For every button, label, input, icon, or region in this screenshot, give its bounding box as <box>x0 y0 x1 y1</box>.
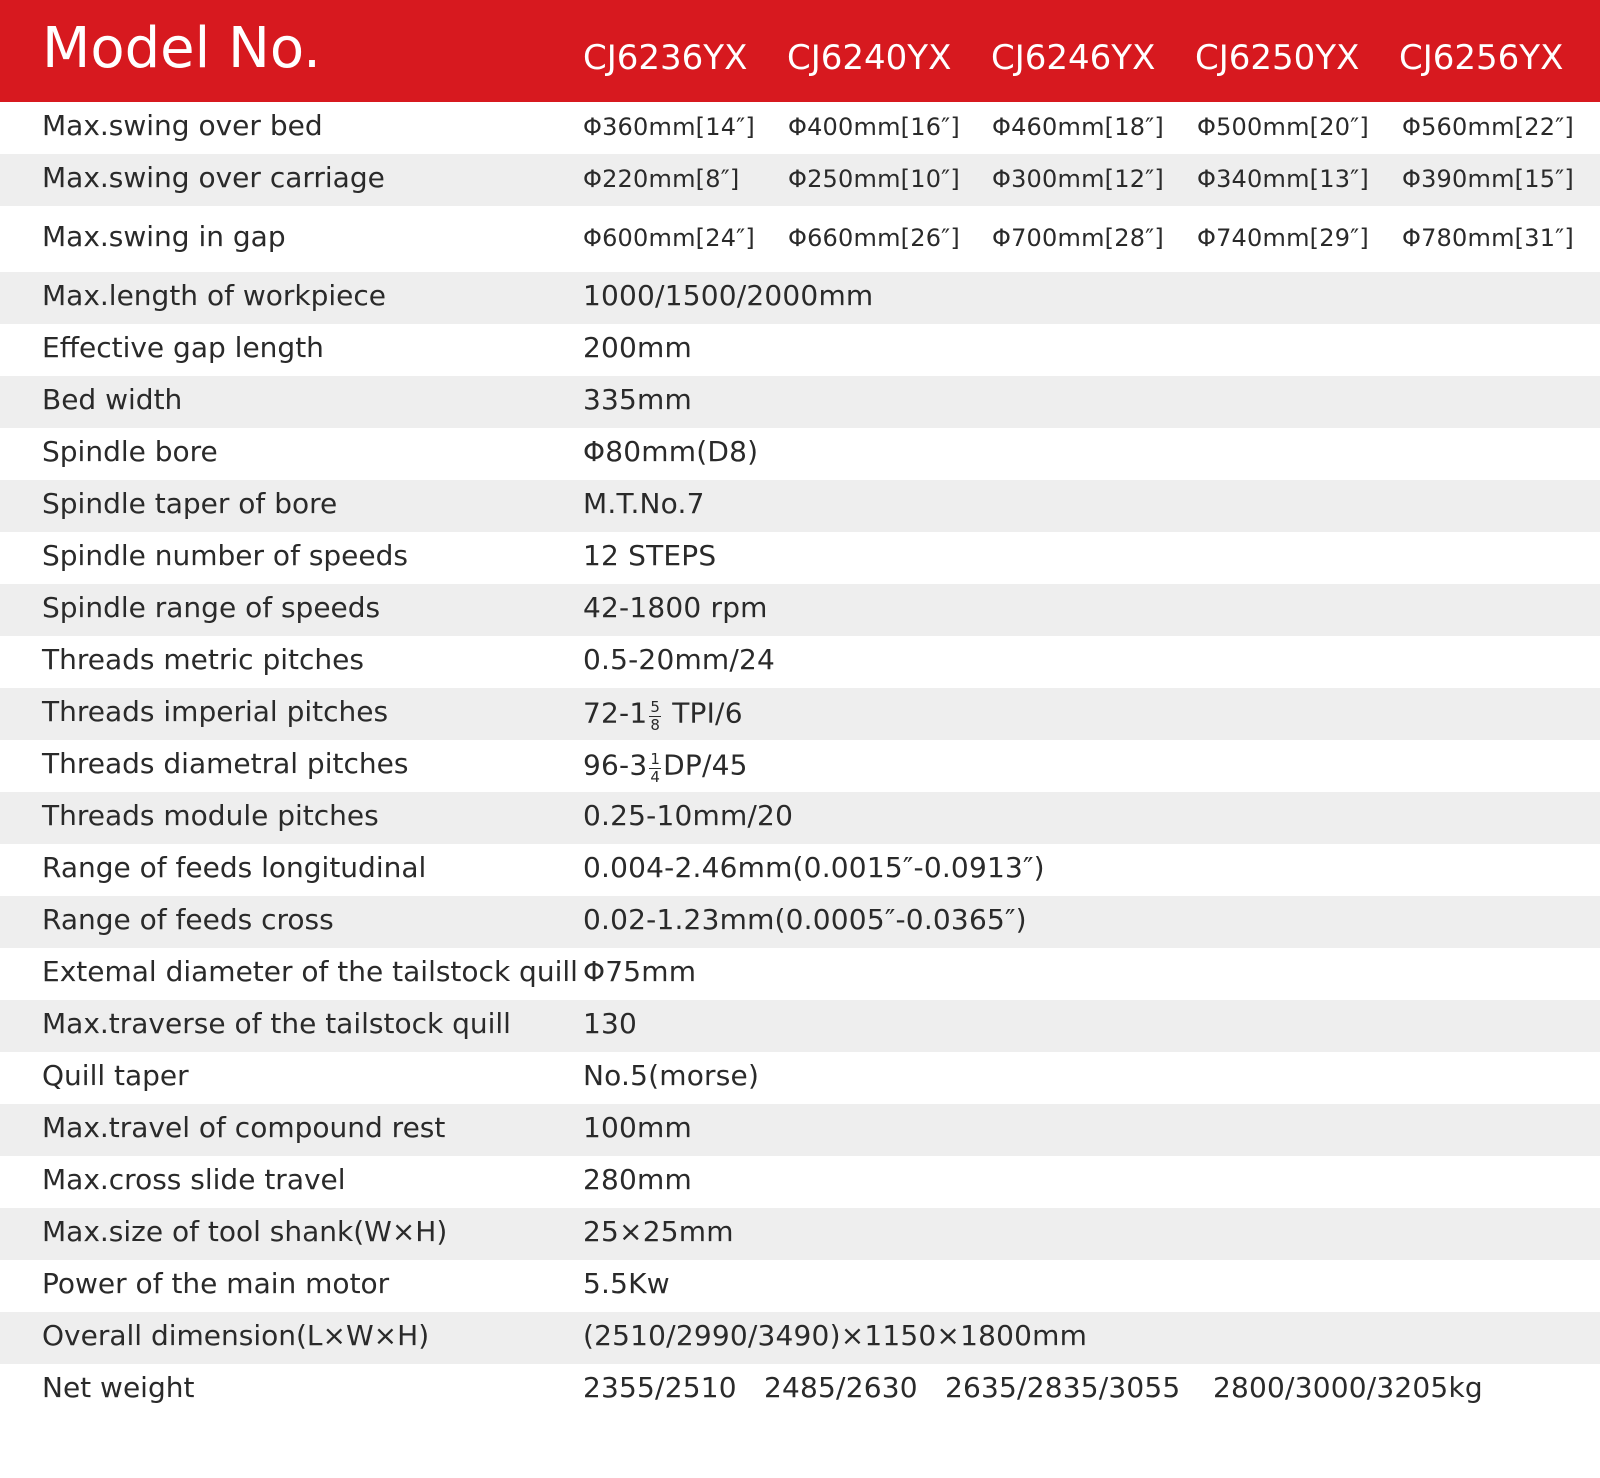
spec-value: 42-1800 rpm <box>583 591 768 624</box>
spec-row <box>0 792 1600 844</box>
spec-value: 0.25-10mm/20 <box>583 799 794 832</box>
spec-label: Max.swing over bed <box>42 109 323 142</box>
fraction <box>649 752 661 785</box>
spec-value <box>583 748 748 786</box>
value-prefix: 96-3 <box>583 748 648 782</box>
spec-value: Φ700mm[28″] <box>992 224 1164 252</box>
spec-value: 0.02-1.23mm(0.0005″-0.0365″) <box>583 903 1027 936</box>
spec-row <box>0 844 1600 896</box>
spec-label: Max.swing in gap <box>42 220 286 253</box>
model-cj6236yx: CJ6236YX <box>583 38 748 78</box>
spec-row <box>0 480 1600 532</box>
spec-row <box>0 584 1600 636</box>
spec-value: 25×25mm <box>583 1215 734 1248</box>
model-cj6246yx: CJ6246YX <box>991 38 1156 78</box>
spec-row <box>0 1156 1600 1208</box>
spec-label: Spindle range of speeds <box>42 591 381 624</box>
spec-label: Spindle taper of bore <box>42 487 338 520</box>
model-cj6256yx: CJ6256YX <box>1399 38 1564 78</box>
spec-row <box>0 206 1600 272</box>
spec-value: Φ400mm[16″] <box>788 113 960 141</box>
spec-value: 0.5-20mm/24 <box>583 643 776 676</box>
value-prefix: 72-1 <box>583 696 648 730</box>
fraction-denominator: 4 <box>650 768 661 786</box>
spec-value: 2635/2835/3055 <box>945 1371 1181 1404</box>
spec-label: Bed width <box>42 383 183 416</box>
spec-value: 1000/1500/2000mm <box>583 279 874 312</box>
spec-value: 2800/3000/3205kg <box>1213 1371 1483 1404</box>
spec-row <box>0 376 1600 428</box>
spec-label: Max.swing over carriage <box>42 161 385 194</box>
spec-value: 0.004-2.46mm(0.0015″-0.0913″) <box>583 851 1045 884</box>
spec-value: 100mm <box>583 1111 692 1144</box>
spec-value: Φ360mm[14″] <box>583 113 755 141</box>
spec-value: 280mm <box>583 1163 692 1196</box>
spec-row <box>0 1208 1600 1260</box>
spec-value: Φ500mm[20″] <box>1197 113 1369 141</box>
spec-label: Max.size of tool shank(W×H) <box>42 1215 448 1248</box>
spec-value: Φ300mm[12″] <box>992 165 1164 193</box>
spec-label: Extemal diameter of the tailstock quill <box>42 955 578 988</box>
spec-row <box>0 1260 1600 1312</box>
spec-value: Φ250mm[10″] <box>788 165 960 193</box>
spec-label: Spindle bore <box>42 435 218 468</box>
spec-row <box>0 1364 1600 1416</box>
spec-row <box>0 272 1600 324</box>
spec-row <box>0 740 1600 792</box>
spec-label: Net weight <box>42 1371 195 1404</box>
spec-row <box>0 1052 1600 1104</box>
header-banner <box>0 0 1600 102</box>
spec-value: Φ600mm[24″] <box>583 224 755 252</box>
spec-value: Φ460mm[18″] <box>992 113 1164 141</box>
spec-value <box>583 696 743 734</box>
spec-label: Max.cross slide travel <box>42 1163 346 1196</box>
spec-value: Φ390mm[15″] <box>1402 165 1574 193</box>
spec-label: Spindle number of speeds <box>42 539 408 572</box>
fraction-numerator: 1 <box>650 750 661 768</box>
spec-row <box>0 324 1600 376</box>
spec-row <box>0 428 1600 480</box>
spec-label: Overall dimension(L×W×H) <box>42 1319 430 1352</box>
fraction-denominator: 8 <box>650 716 661 734</box>
spec-row <box>0 154 1600 206</box>
spec-value: 5.5Kw <box>583 1267 670 1300</box>
spec-value: 200mm <box>583 331 692 364</box>
model-cj6240yx: CJ6240YX <box>787 38 952 78</box>
spec-value: Φ340mm[13″] <box>1197 165 1369 193</box>
model-cj6250yx: CJ6250YX <box>1195 38 1360 78</box>
spec-value: (2510/2990/3490)×1150×1800mm <box>583 1319 1088 1352</box>
spec-label: Quill taper <box>42 1059 189 1092</box>
spec-value: Φ75mm <box>583 955 697 988</box>
fraction-numerator: 5 <box>650 698 661 716</box>
spec-label: Threads module pitches <box>42 799 379 832</box>
page-title: Model No. <box>42 16 321 81</box>
spec-value: 2355/2510 <box>583 1371 737 1404</box>
value-suffix: DP/45 <box>663 748 748 782</box>
spec-value: 130 <box>583 1007 638 1040</box>
spec-label: Max.travel of compound rest <box>42 1111 446 1144</box>
spec-label: Threads metric pitches <box>42 643 364 676</box>
spec-label: Max.length of workpiece <box>42 279 386 312</box>
spec-value: M.T.No.7 <box>583 487 705 520</box>
spec-value: 2485/2630 <box>764 1371 918 1404</box>
fraction <box>649 700 661 733</box>
spec-row <box>0 896 1600 948</box>
spec-value: No.5(morse) <box>583 1059 760 1092</box>
spec-label: Power of the main motor <box>42 1267 390 1300</box>
spec-label: Effective gap length <box>42 331 324 364</box>
spec-value: 335mm <box>583 383 692 416</box>
spec-value: Φ80mm(D8) <box>583 435 759 468</box>
spec-label: Range of feeds cross <box>42 903 334 936</box>
spec-value: 12 STEPS <box>583 539 717 572</box>
spec-value: Φ560mm[22″] <box>1402 113 1574 141</box>
spec-value: Φ780mm[31″] <box>1402 224 1574 252</box>
spec-label: Threads diametral pitches <box>42 747 409 780</box>
spec-row <box>0 1104 1600 1156</box>
spec-row <box>0 636 1600 688</box>
spec-label: Range of feeds longitudinal <box>42 851 427 884</box>
spec-value: Φ220mm[8″] <box>583 165 740 193</box>
spec-row <box>0 948 1600 1000</box>
spec-label: Max.traverse of the tailstock quill <box>42 1007 511 1040</box>
spec-value: Φ740mm[29″] <box>1197 224 1369 252</box>
spec-row <box>0 102 1600 154</box>
value-suffix: TPI/6 <box>663 696 743 730</box>
spec-row <box>0 688 1600 740</box>
spec-row <box>0 532 1600 584</box>
spec-row <box>0 1000 1600 1052</box>
spec-label: Threads imperial pitches <box>42 695 389 728</box>
spec-value: Φ660mm[26″] <box>788 224 960 252</box>
spec-row <box>0 1312 1600 1364</box>
